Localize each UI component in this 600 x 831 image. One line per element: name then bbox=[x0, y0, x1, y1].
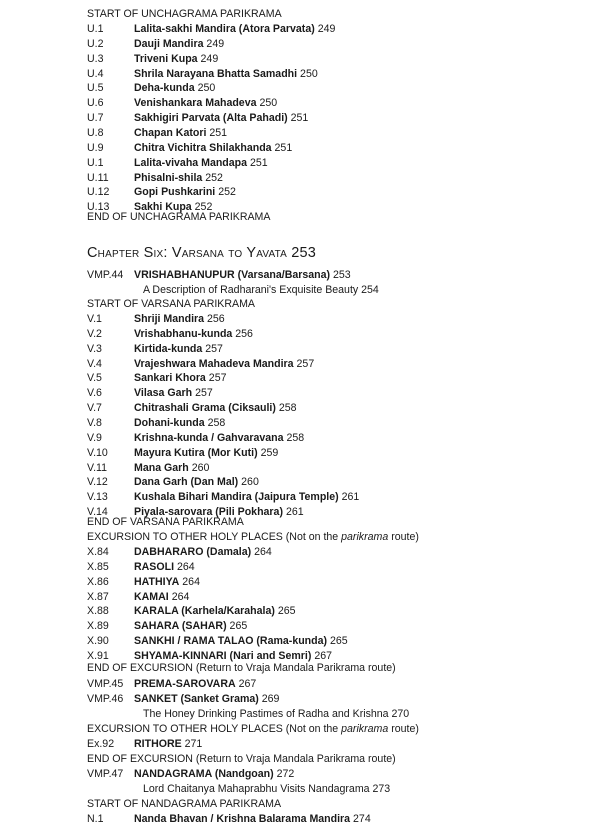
varsana-toc-entry bbox=[134, 371, 226, 386]
entry-page: 261 bbox=[341, 491, 360, 504]
toc-entry-vmp47 bbox=[134, 767, 294, 782]
entry-name: RASOLI bbox=[134, 560, 175, 573]
entry-name: Mana Garh bbox=[134, 461, 189, 474]
entry-page: 251 bbox=[250, 156, 268, 169]
entry-page: 251 bbox=[209, 126, 228, 139]
toc-entry-vmp45 bbox=[134, 677, 256, 692]
excursion-text-em: parikrama bbox=[341, 531, 389, 543]
entry-page: 260 bbox=[191, 461, 210, 474]
entry-name: Gopi Pushkarini bbox=[134, 186, 216, 199]
excursion-start-1 bbox=[87, 530, 419, 545]
entry-name: Krishna-kunda / Gahvaravana bbox=[134, 431, 284, 444]
entry-code: V.3 bbox=[87, 342, 102, 355]
entry-page: 257 bbox=[296, 357, 315, 370]
entry-code: U.1 bbox=[87, 156, 104, 169]
entry-name: Triveni Kupa bbox=[134, 52, 198, 65]
varsana-toc-entry bbox=[134, 342, 223, 357]
entry-name: KARALA (Karhela/Karahala) bbox=[134, 605, 275, 618]
entry-name: Chitrashali Grama (Ciksauli) bbox=[134, 402, 276, 415]
excursion-text-b: route) bbox=[388, 723, 419, 735]
unchagrama-toc-entry bbox=[134, 111, 308, 126]
entry-page: 253 bbox=[333, 269, 351, 281]
unchagrama-toc-entry bbox=[134, 37, 224, 52]
entry-code: U.12 bbox=[87, 186, 110, 199]
entry-page: 251 bbox=[274, 141, 293, 154]
entry-page: 264 bbox=[171, 590, 190, 603]
varsana-toc-entry bbox=[134, 312, 225, 327]
entry-page: 265 bbox=[330, 635, 348, 648]
entry-name: NANDAGRAMA (Nandgoan) bbox=[134, 768, 274, 780]
entry-page: 258 bbox=[207, 416, 226, 429]
excursion-text-a: EXCURSION TO OTHER HOLY PLACES (Not on the bbox=[87, 531, 342, 543]
varsana-toc-entry bbox=[134, 431, 304, 446]
excursion-end-1: END OF EXCURSION (Return to Vraja Mandala Parikrama route) bbox=[87, 662, 396, 674]
entry-page: 250 bbox=[259, 97, 278, 110]
excursion-toc-entry bbox=[134, 575, 200, 590]
entry-code: U.6 bbox=[87, 97, 104, 110]
section-end-varsana: END OF VARSANA PARIKRAMA bbox=[87, 516, 244, 528]
toc-subentry-vmp47: Lord Chaitanya Mahaprabhu Visits Nandagrama 273 bbox=[143, 783, 391, 795]
varsana-toc-entry bbox=[134, 446, 278, 461]
section-end-unchagrama: END OF UNCHAGRAMA PARIKRAMA bbox=[87, 211, 271, 223]
entry-code: X.87 bbox=[87, 590, 109, 603]
entry-page: 250 bbox=[197, 82, 216, 95]
entry-name: Shrila Narayana Bhatta Samadhi bbox=[134, 67, 298, 80]
unchagrama-toc-entry bbox=[134, 126, 227, 141]
excursion-text-a: EXCURSION TO OTHER HOLY PLACES (Not on the bbox=[87, 723, 342, 735]
excursion-toc-entry bbox=[134, 634, 348, 649]
entry-name: KAMAI bbox=[134, 590, 169, 603]
section-start-nandagrama: START OF NANDAGRAMA PARIKRAMA bbox=[87, 798, 282, 810]
entry-code: X.90 bbox=[87, 635, 109, 648]
entry-code: U.7 bbox=[87, 112, 104, 125]
entry-name: Vrajeshwara Mahadeva Mandira bbox=[134, 357, 294, 370]
entry-code: V.10 bbox=[87, 446, 108, 459]
entry-code: V.11 bbox=[87, 461, 108, 474]
chapter-title: Chapter Six: Varsana to Yavata 253 bbox=[87, 245, 317, 261]
entry-name: Dana Garh (Dan Mal) bbox=[134, 476, 239, 489]
entry-code: V.8 bbox=[87, 416, 102, 429]
entry-code: V.4 bbox=[87, 357, 102, 370]
entry-code: V.1 bbox=[87, 313, 102, 325]
unchagrama-toc-entry bbox=[134, 171, 223, 186]
entry-code: U.9 bbox=[87, 141, 104, 154]
varsana-toc-entry bbox=[134, 327, 253, 342]
entry-code: U.1 bbox=[87, 23, 104, 35]
entry-page: 252 bbox=[218, 186, 236, 199]
entry-page: 257 bbox=[195, 387, 213, 400]
unchagrama-toc-entry bbox=[134, 141, 292, 156]
entry-page: 264 bbox=[254, 546, 272, 558]
entry-page: 256 bbox=[235, 327, 253, 340]
toc-subentry-vmp46: The Honey Drinking Pastimes of Radha and Krishna 270 bbox=[143, 708, 410, 720]
entry-name: DABHARARO (Damala) bbox=[134, 546, 252, 558]
entry-code: X.86 bbox=[87, 575, 109, 588]
entry-code: X.85 bbox=[87, 560, 109, 573]
entry-name: SANKET (Sanket Grama) bbox=[134, 693, 259, 705]
entry-page: 260 bbox=[241, 476, 259, 489]
entry-page: 265 bbox=[229, 620, 248, 633]
entry-code: U.11 bbox=[87, 171, 109, 184]
entry-name: PREMA-SAROVARA bbox=[134, 678, 236, 690]
entry-name: Vrishabhanu-kunda bbox=[134, 327, 233, 340]
toc-entry-vmp46-code: VMP.46 bbox=[87, 693, 124, 705]
entry-name: Chitra Vichitra Shilakhanda bbox=[134, 141, 272, 154]
entry-page: 249 bbox=[206, 37, 225, 50]
entry-page: 267 bbox=[314, 649, 333, 662]
entry-page: 251 bbox=[290, 112, 309, 125]
excursion-text-em: parikrama bbox=[341, 723, 389, 735]
entry-name: Nanda Bhavan / Krishna Balarama Mandira bbox=[134, 813, 351, 825]
entry-name: Lalita-vivaha Mandapa bbox=[134, 156, 248, 169]
entry-page: 256 bbox=[207, 313, 225, 325]
entry-name: Vilasa Garh bbox=[134, 387, 193, 400]
entry-page: 258 bbox=[286, 431, 305, 444]
entry-code: V.14 bbox=[87, 506, 108, 519]
toc-entry-vmp44-title bbox=[134, 268, 351, 283]
entry-name: Sakhi Kupa bbox=[134, 201, 192, 214]
entry-name: Shriji Mandira bbox=[134, 313, 205, 325]
varsana-toc-entry bbox=[134, 401, 297, 416]
entry-code: U.3 bbox=[87, 52, 104, 65]
entry-page: 265 bbox=[277, 605, 296, 618]
entry-name: Mayura Kutira (Mor Kuti) bbox=[134, 446, 258, 459]
toc-entry-vmp45-code: VMP.45 bbox=[87, 678, 124, 690]
unchagrama-toc-entry bbox=[134, 156, 268, 171]
varsana-toc-entry bbox=[134, 416, 225, 431]
excursion-toc-entry bbox=[134, 619, 247, 634]
excursion-toc-entry bbox=[134, 604, 296, 619]
entry-name: Sankari Khora bbox=[134, 372, 206, 385]
unchagrama-toc-entry bbox=[134, 96, 277, 111]
unchagrama-toc-entry bbox=[134, 22, 335, 37]
entry-name: SANKHI / RAMA TALAO (Rama-kunda) bbox=[134, 635, 328, 648]
entry-page: 264 bbox=[182, 575, 200, 588]
excursion-text-b: route) bbox=[388, 531, 419, 543]
entry-name: RITHORE bbox=[134, 738, 182, 750]
toc-entry-n1 bbox=[134, 812, 371, 827]
toc-entry-vmp44 bbox=[87, 268, 123, 283]
section-start-varsana: START OF VARSANA PARIKRAMA bbox=[87, 298, 255, 310]
varsana-toc-entry bbox=[134, 475, 259, 490]
entry-name: Sakhigiri Parvata (Alta Pahadi) bbox=[134, 112, 288, 125]
varsana-toc-entry bbox=[134, 386, 213, 401]
entry-name: Kirtida-kunda bbox=[134, 342, 203, 355]
entry-name: VRISHABHANUPUR (Varsana/Barsana) bbox=[134, 269, 331, 281]
entry-page: 257 bbox=[205, 342, 223, 355]
entry-code: U.13 bbox=[87, 201, 110, 214]
unchagrama-toc-entry bbox=[134, 67, 318, 82]
toc-entry-ex92-code: Ex.92 bbox=[87, 738, 115, 750]
entry-code: V.2 bbox=[87, 327, 102, 340]
entry-page: 264 bbox=[176, 560, 195, 573]
entry-name: Kushala Bihari Mandira (Jaipura Temple) bbox=[134, 491, 339, 504]
entry-page: 269 bbox=[261, 693, 280, 705]
entry-name: HATHIYA bbox=[134, 575, 180, 588]
entry-code: U.4 bbox=[87, 67, 104, 80]
entry-page: 250 bbox=[300, 67, 318, 80]
entry-code: V.12 bbox=[87, 476, 108, 489]
entry-page: 258 bbox=[278, 402, 297, 415]
entry-name: Venishankara Mahadeva bbox=[134, 97, 257, 110]
entry-code: V.13 bbox=[87, 491, 108, 504]
entry-name: Dohani-kunda bbox=[134, 416, 205, 429]
entry-code: V.6 bbox=[87, 387, 102, 400]
entry-name: Piyala-sarovara (Pili Pokhara) bbox=[134, 506, 283, 519]
entry-name: Chapan Katori bbox=[134, 126, 207, 139]
entry-code: X.89 bbox=[87, 620, 109, 633]
entry-page: 274 bbox=[353, 813, 371, 825]
entry-page: 271 bbox=[184, 738, 203, 750]
entry-code: V.7 bbox=[87, 402, 102, 415]
entry-name: Deha-kunda bbox=[134, 82, 195, 95]
entry-page: 252 bbox=[194, 201, 213, 214]
entry-name: SAHARA (SAHAR) bbox=[134, 620, 227, 633]
entry-code: U.8 bbox=[87, 126, 104, 139]
entry-page: 272 bbox=[276, 768, 295, 780]
entry-code: V.9 bbox=[87, 431, 102, 444]
unchagrama-toc-entry bbox=[134, 81, 215, 96]
entry-name: SHYAMA-KINNARI (Nari and Semri) bbox=[134, 649, 312, 662]
varsana-toc-entry bbox=[134, 461, 209, 476]
entry-page: 249 bbox=[200, 52, 219, 65]
entry-page: 252 bbox=[205, 171, 223, 184]
toc-entry-ex92 bbox=[134, 737, 202, 752]
unchagrama-toc-entry bbox=[134, 52, 218, 67]
entry-page: 257 bbox=[208, 372, 227, 385]
unchagrama-toc-entry bbox=[134, 185, 236, 200]
entry-code: X.88 bbox=[87, 605, 109, 618]
entry-code: U.5 bbox=[87, 82, 104, 95]
entry-page: 261 bbox=[285, 506, 304, 519]
section-start-unchagrama: START OF UNCHAGRAMA PARIKRAMA bbox=[87, 8, 282, 20]
excursion-start-2 bbox=[87, 722, 419, 737]
entry-page: 249 bbox=[317, 23, 336, 35]
excursion-toc-entry bbox=[134, 560, 195, 575]
entry-name: Lalita-sakhi Mandira (Atora Parvata) bbox=[134, 23, 315, 35]
entry-page: 259 bbox=[260, 446, 279, 459]
entry-code: VMP.44 bbox=[87, 269, 124, 281]
entry-code: V.5 bbox=[87, 372, 102, 385]
toc-entry-vmp47-code: VMP.47 bbox=[87, 768, 124, 780]
toc-entry-n1-code: N.1 bbox=[87, 813, 104, 825]
entry-code: X.84 bbox=[87, 546, 109, 558]
toc-subentry-vmp44: A Description of Radharani's Exquisite Beauty 254 bbox=[143, 284, 379, 296]
excursion-toc-entry bbox=[134, 590, 189, 605]
entry-code: X.91 bbox=[87, 649, 109, 662]
excursion-toc-entry bbox=[134, 545, 272, 560]
entry-name: Phisalni-shila bbox=[134, 171, 203, 184]
varsana-toc-entry bbox=[134, 490, 359, 505]
excursion-end-2: END OF EXCURSION (Return to Vraja Mandala Parikrama route) bbox=[87, 753, 396, 765]
toc-entry-vmp46 bbox=[134, 692, 279, 707]
varsana-toc-entry bbox=[134, 357, 314, 372]
entry-name: Dauji Mandira bbox=[134, 37, 204, 50]
entry-page: 267 bbox=[238, 678, 257, 690]
entry-code: U.2 bbox=[87, 37, 104, 50]
